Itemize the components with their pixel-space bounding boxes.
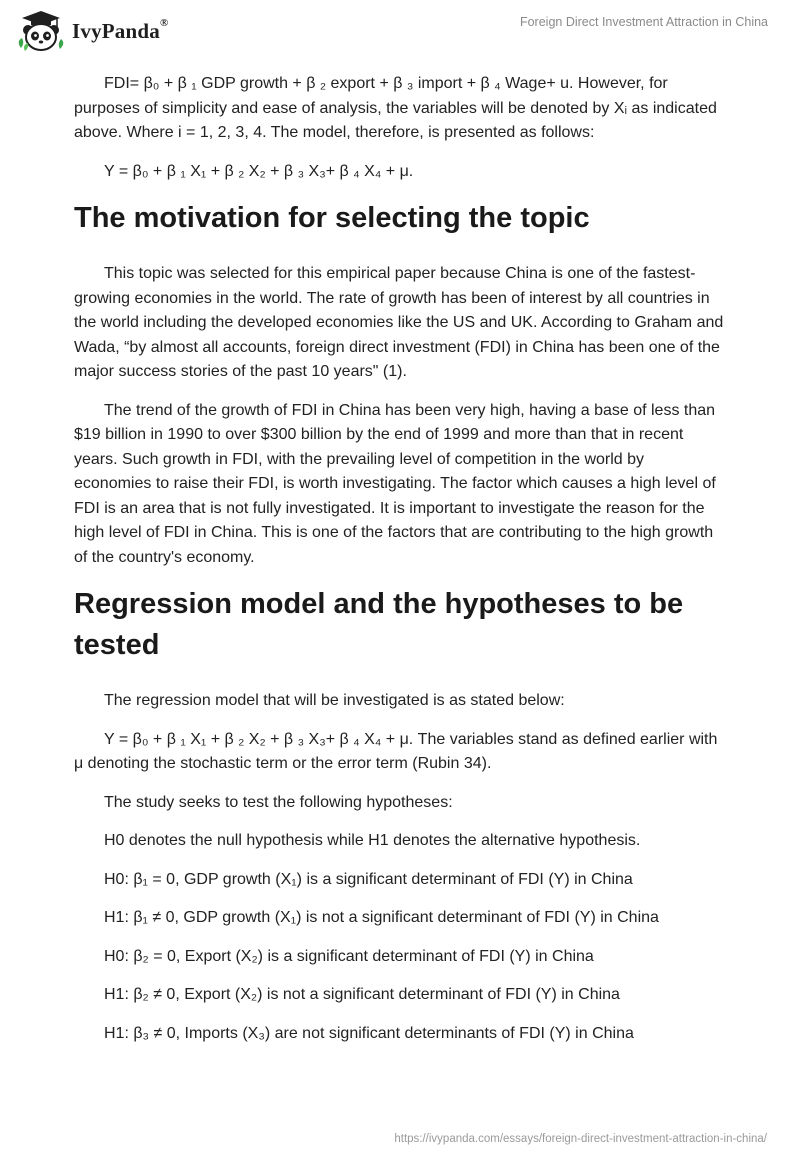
essay-body: [74, 72, 724, 1060]
paragraph: The study seeks to test the following hypotheses:: [104, 793, 453, 811]
paragraph: H0 denotes the null hypothesis while H1 denotes the alternative hypothesis.: [104, 832, 641, 849]
document-title: Foreign Direct Investment Attraction in China: [519, 15, 768, 29]
paragraph: This topic was selected for this empirical paper because China is one of the fastest-growing economies in the world. The rate of growth has been of interest by all countries in the world including the developed economies like the US and UK. According to Graham and Wada, “by almost all accounts, foreign direct investment (FDI) in China has been one of the major success stories of the past 10 years" (1).: [74, 265, 724, 380]
paragraph: The trend of the growth of FDI in China has been very high, having a base of less than $19 billion in 1990 to over $300 billion by the end of 1999 and more than that in recent years. Such growth in FDI, with the prevailing level of competition in the world by economies to raise their FDI, is worth investigating. The factor which causes a high level of FDI is an area that is not fully investigated. It is important to investigate the reason for the high level of FDI in China. This is one of the factors that are contributing to the high growth of the country's economy.: [74, 401, 716, 566]
hypothesis-item: H0: β₁ = 0, GDP growth (X₁) is a significant determinant of FDI (Y) in China: [104, 870, 633, 888]
equation-paragraph: Y = β₀ + β ₁ X₁ + β ₂ X₂ + β ₃ X₃+ β ₄ X₄ + μ. The variables stand as defined earlier with μ denoting the stochastic term or the error term (Rubin 34).: [74, 730, 718, 772]
panda-mascot-icon: [16, 8, 66, 54]
section-heading: The motivation for selecting the topic: [74, 202, 590, 234]
equation-paragraph: Y = β₀ + β ₁ X₁ + β ₂ X₂ + β ₃ X₃+ β ₄ X₄ + μ.: [104, 162, 414, 180]
hypothesis-item: H1: β₃ ≠ 0, Imports (X₃) are not significant determinants of FDI (Y) in China: [104, 1024, 634, 1042]
page-header: [0, 0, 800, 66]
section-heading: Regression model and the hypotheses to be tested: [74, 588, 684, 661]
hypothesis-item: H0: β₂ = 0, Export (X₂) is a significant determinant of FDI (Y) in China: [104, 947, 594, 965]
paragraph: The regression model that will be investigated is as stated below:: [104, 692, 565, 709]
brand-name: IvyPanda®: [72, 16, 169, 43]
paragraph: FDI= β₀ + β ₁ GDP growth + β ₂ export + β ₃ import + β ₄ Wage+ u. However, for purposes of simplicity and ease of analysis, the variables will be denoted by Xᵢ as indicated above. Where i = 1, 2, 3, 4. The model, therefore, is presented as follows:: [74, 75, 717, 141]
hypothesis-item: H1: β₁ ≠ 0, GDP growth (X₁) is not a significant determinant of FDI (Y) in China: [104, 909, 659, 926]
hypothesis-item: H1: β₂ ≠ 0, Export (X₂) is not a significant determinant of FDI (Y) in China: [104, 986, 620, 1003]
source-url-link[interactable]: https://ivypanda.com/essays/foreign-direct-investment-attraction-in-china/: [394, 1133, 767, 1145]
ivypanda-logo[interactable]: [16, 8, 168, 54]
